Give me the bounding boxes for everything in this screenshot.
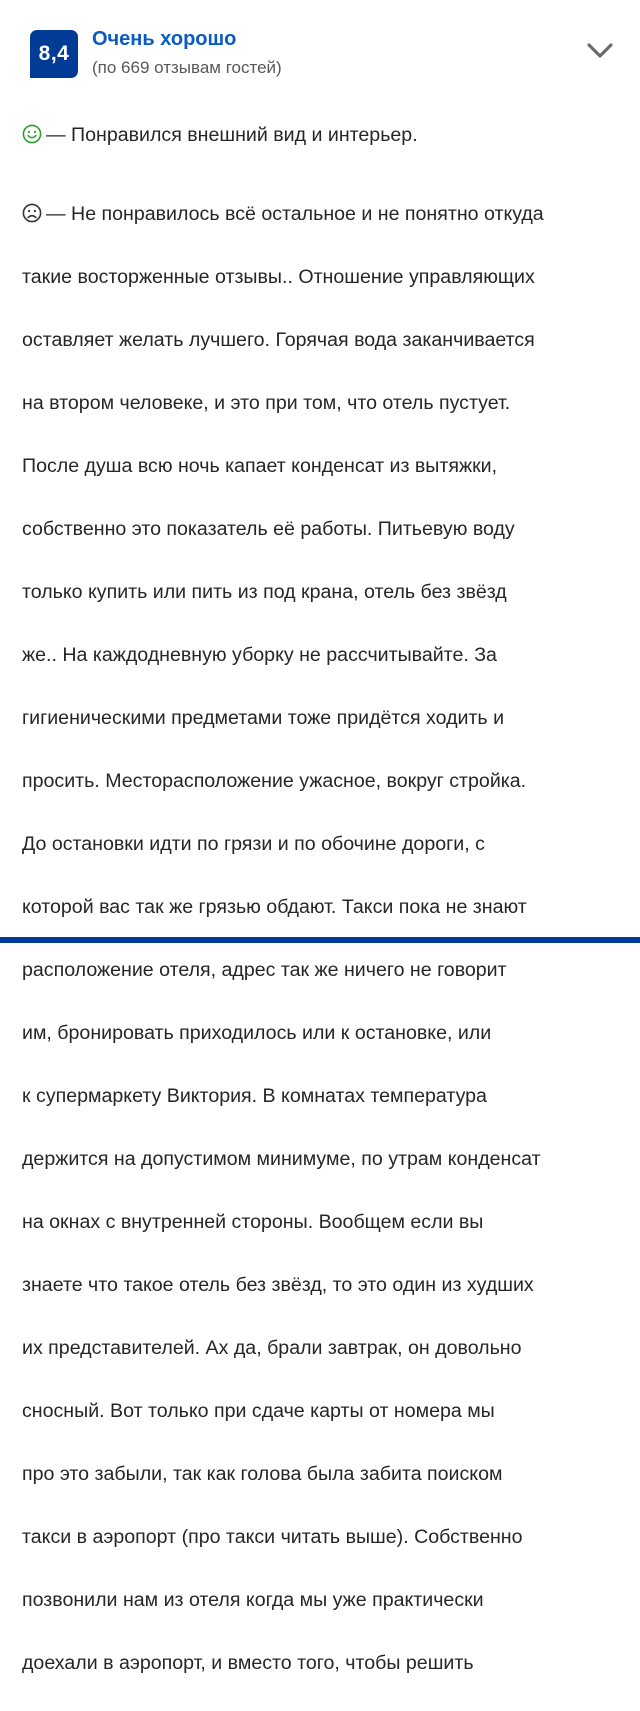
rating-summary[interactable] [30, 26, 620, 86]
negative-line: на втором человеке, и это при том, что отель пустует. [22, 388, 620, 420]
negative-line: просить. Месторасположение ужасное, вокруг стройка. [22, 766, 620, 798]
negative-line: про это забыли, так как голова была забита поиском [22, 1459, 620, 1491]
positive-comment [22, 120, 620, 152]
smile-icon [22, 124, 42, 144]
negative-line: знаете что такое отель без звёзд, то это один из худших [22, 1270, 620, 1302]
frown-icon [22, 203, 42, 223]
negative-line: на окнах с внутренней стороны. Вообщем если вы [22, 1207, 620, 1239]
negative-line: гигиеническими предметами тоже придётся ходить и [22, 703, 620, 735]
negative-line: такси в аэропорт (про такси читать выше). Собственно [22, 1522, 620, 1554]
negative-line: — Не понравилось всё остальное и не понятно откуда [22, 199, 620, 231]
negative-line: сносный. Вот только при сдаче карты от номера мы [22, 1396, 620, 1428]
negative-line: только купить или пить из под крана, отель без звёзд [22, 577, 620, 609]
negative-line: их представителей. Ах да, брали завтрак, он довольно [22, 1333, 620, 1365]
chevron-down-icon[interactable] [586, 40, 614, 62]
negative-line: расположение отеля, адрес так же ничего не говорит [22, 955, 620, 987]
bottom-divider [0, 937, 640, 943]
negative-line: После душа всю ночь капает конденсат из вытяжки, [22, 451, 620, 483]
negative-line: доехали в аэропорт, и вместо того, чтобы решить [22, 1648, 620, 1680]
review-count: (по 669 отзывам гостей) [92, 58, 282, 78]
negative-line: которой вас так же грязью обдают. Такси пока не знают [22, 892, 620, 924]
score-badge: 8,4 [30, 30, 78, 78]
negative-line: такие восторженные отзывы.. Отношение управляющих [22, 262, 620, 294]
negative-line: До остановки идти по грязи и по обочине дороги, с [22, 829, 620, 861]
negative-line: оставляет желать лучшего. Горячая вода заканчивается [22, 325, 620, 357]
negative-line: позвонили нам из отеля когда мы уже практически [22, 1585, 620, 1617]
negative-line: им, бронировать приходилось или к остановке, или [22, 1018, 620, 1050]
negative-line: же.. На каждодневную уборку не рассчитывайте. За [22, 640, 620, 672]
negative-line: к супермаркету Виктория. В комнатах температура [22, 1081, 620, 1113]
negative-line: держится на допустимом минимуме, по утрам конденсат [22, 1144, 620, 1176]
review-body [22, 120, 620, 1711]
negative-line: собственно это показатель её работы. Питьевую воду [22, 514, 620, 546]
rating-label: Очень хорошо [92, 28, 236, 51]
positive-text: — Понравился внешний вид и интерьер. [46, 124, 418, 146]
